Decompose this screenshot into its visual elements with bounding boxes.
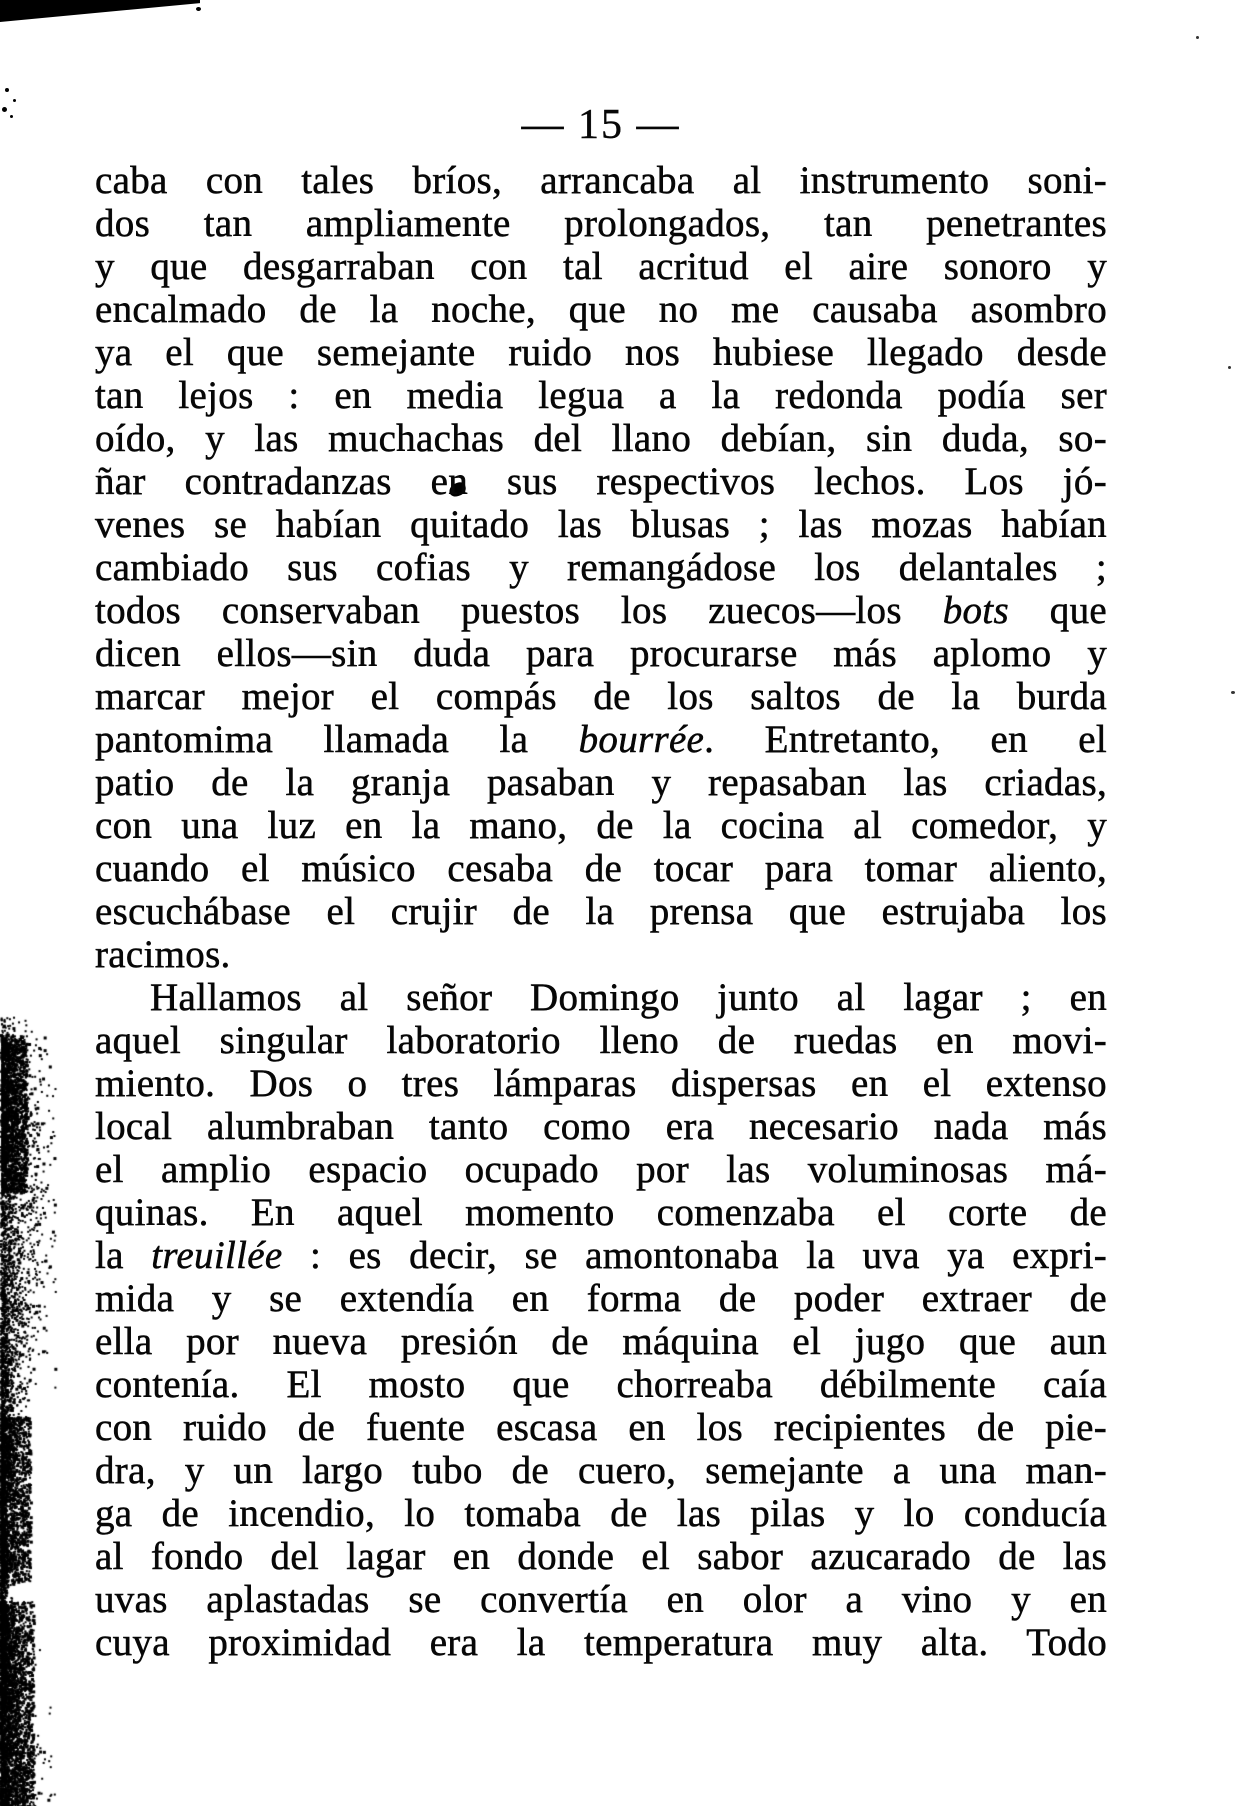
text-segment: ga de incendio, lo tomaba de las pilas y lo conducía — [95, 1492, 1107, 1535]
text-segment: venes se habían quitado las blusas ; las mozas habían — [95, 503, 1107, 546]
text-line — [95, 159, 1107, 202]
text-line — [95, 1019, 1107, 1062]
text-line — [95, 374, 1107, 417]
scan-speck — [13, 99, 16, 102]
text-segment: que — [1008, 589, 1107, 632]
text-segment: Hallamos al señor Domingo junto al lagar ; en — [150, 976, 1107, 1019]
text-line — [95, 1191, 1107, 1234]
text-line — [95, 1535, 1107, 1578]
text-line — [95, 847, 1107, 890]
text-line — [95, 546, 1107, 589]
italic-term: treuillée — [151, 1234, 283, 1277]
scan-speck — [196, 7, 201, 11]
text-segment: oído, y las muchachas del llano debían, sin duda, so- — [95, 417, 1107, 460]
text-segment: encalmado de la noche, que no me causaba asombro — [95, 288, 1107, 331]
text-segment: mida y se extendía en forma de poder extraer de — [95, 1277, 1107, 1320]
text-segment: ella por nueva presión de máquina el jugo que aun — [95, 1320, 1107, 1363]
text-line — [95, 761, 1107, 804]
text-line — [95, 288, 1107, 331]
text-segment: cuando el músico cesaba de tocar para tomar aliento, — [95, 847, 1107, 890]
text-line — [95, 245, 1107, 288]
scan-speck — [5, 88, 9, 92]
text-line — [95, 890, 1107, 933]
text-segment: miento. Dos o tres lámparas dispersas en el extenso — [95, 1062, 1107, 1105]
text-line — [95, 1320, 1107, 1363]
text-segment: marcar mejor el compás de los saltos de la burda — [95, 675, 1107, 718]
text-line — [95, 1449, 1107, 1492]
text-segment: local alumbraban tanto como era necesario nada más — [95, 1105, 1107, 1148]
text-segment: al fondo del lagar en donde el sabor azucarado de las — [95, 1535, 1107, 1578]
text-segment: : es decir, se amontonaba la uva ya expri- — [282, 1234, 1108, 1277]
text-line — [95, 1492, 1107, 1535]
text-line — [95, 1621, 1107, 1664]
text-line — [95, 976, 1107, 1019]
text-segment: pantomima llamada la — [95, 718, 579, 761]
text-segment: aquel singular laboratorio lleno de ruedas en movi- — [95, 1019, 1107, 1062]
text-segment: racimos. — [95, 933, 231, 976]
text-line — [95, 417, 1107, 460]
text-line — [95, 1148, 1107, 1191]
text-segment: ya el que semejante ruido nos hubiese llegado desde — [95, 331, 1107, 374]
text-line — [95, 1277, 1107, 1320]
text-line — [95, 331, 1107, 374]
text-segment: dicen ellos—sin duda para procurarse más aplomo y — [95, 632, 1107, 675]
text-line — [95, 632, 1107, 675]
text-segment: tan lejos : en media legua a la redonda podía ser — [95, 374, 1107, 417]
left-edge-scan-noise — [0, 1016, 60, 1806]
text-segment: la — [95, 1234, 152, 1277]
text-segment: dos tan ampliamente prolongados, tan penetrantes — [95, 202, 1107, 245]
text-segment: el amplio espacio ocupado por las voluminosas má- — [95, 1148, 1107, 1191]
text-line — [95, 503, 1107, 546]
italic-term: bourrée — [578, 718, 705, 761]
scan-artifact-corner — [0, 0, 200, 22]
text-line — [95, 1234, 1107, 1277]
text-line — [95, 718, 1107, 761]
text-line — [95, 1062, 1107, 1105]
text-line — [95, 1406, 1107, 1449]
text-line — [95, 1578, 1107, 1621]
text-segment: ñar contradanzas en sus respectivos lechos. Los jó- — [95, 460, 1107, 503]
text-segment: con ruido de fuente escasa en los recipientes de pie- — [95, 1406, 1107, 1449]
text-segment: uvas aplastadas se convertía en olor a vino y en — [95, 1578, 1107, 1621]
text-line — [95, 804, 1107, 847]
text-segment: todos conservaban puestos los zuecos—los — [95, 589, 943, 632]
text-segment: caba con tales bríos, arrancaba al instrumento soni- — [95, 159, 1107, 202]
scan-speck — [10, 115, 13, 118]
page-number: — 15 — — [521, 102, 681, 148]
text-segment: escuchábase el crujir de la prensa que estrujaba los — [95, 890, 1107, 933]
text-line — [95, 589, 1107, 632]
scan-speck — [1228, 366, 1231, 369]
text-segment: cambiado sus cofias y remangádose los delantales ; — [95, 546, 1107, 589]
text-segment: quinas. En aquel momento comenzaba el corte de — [95, 1191, 1107, 1234]
text-line — [95, 675, 1107, 718]
scan-speck — [1196, 36, 1199, 39]
text-block — [95, 159, 1107, 1664]
scan-speck — [2, 107, 7, 112]
text-line — [95, 460, 1107, 503]
scan-speck — [1231, 691, 1235, 694]
text-segment: . Entretanto, en el — [704, 718, 1108, 761]
text-line — [95, 1105, 1107, 1148]
text-line — [95, 202, 1107, 245]
text-segment: y que desgarraban con tal acritud el aire sonoro y — [95, 245, 1107, 288]
text-segment: dra, y un largo tubo de cuero, semejante a una man- — [95, 1449, 1107, 1492]
text-segment: patio de la granja pasaban y repasaban las criadas, — [95, 761, 1107, 804]
text-line — [95, 933, 1107, 976]
text-line — [95, 1363, 1107, 1406]
italic-term: bots — [942, 589, 1009, 632]
text-segment: con una luz en la mano, de la cocina al comedor, y — [95, 804, 1107, 847]
text-segment: cuya proximidad era la temperatura muy alta. Todo — [95, 1621, 1107, 1664]
text-segment: contenía. El mosto que chorreaba débilmente caía — [95, 1363, 1107, 1406]
